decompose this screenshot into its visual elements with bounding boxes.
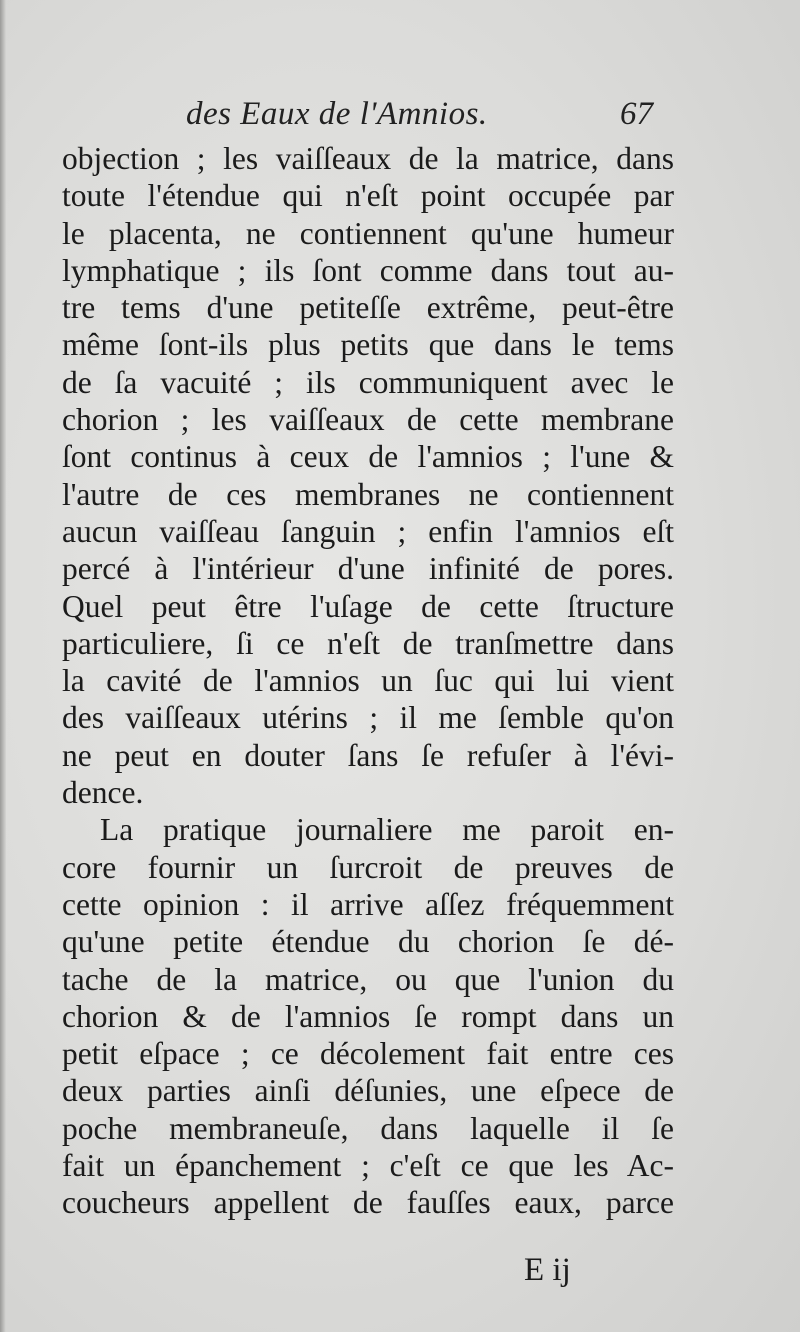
text-line: des vaiſſeaux utérins ; il me ſemble qu'on [62, 700, 674, 736]
text-line: ne peut en douter ſans ſe refuſer à l'évi- [62, 737, 674, 773]
text-line: tre tems d'une petiteſſe extrême, peut-être [62, 290, 674, 326]
paragraph-start-line: La pratique journaliere me paroit en- [100, 812, 674, 848]
text-line: tache de la matrice, ou que l'union du [62, 961, 674, 997]
text-line: petit eſpace ; ce décolement fait entre ces [62, 1036, 674, 1072]
text-line: core fournir un ſurcroit de preuves de [62, 849, 674, 885]
text-line: coucheurs appellent de fauſſes eaux, parce [62, 1185, 674, 1221]
text-line: la cavité de l'amnios un ſuc qui lui vient [62, 663, 674, 699]
text-line: toute l'étendue qui n'eſt point occupée par [62, 178, 674, 214]
body-text [62, 140, 674, 1222]
text-line: Quel peut être l'uſage de cette ſtructure [62, 588, 674, 624]
text-line: chorion & de l'amnios ſe rompt dans un [62, 998, 674, 1034]
text-line: percé à l'intérieur d'une infinité de pores. [62, 551, 674, 587]
text-line: le placenta, ne contiennent qu'une humeur [62, 215, 674, 251]
text-line: qu'une petite étendue du chorion ſe dé- [62, 924, 674, 960]
text-line: même ſont-ils plus petits que dans le tems [62, 327, 674, 363]
text-line: chorion ; les vaiſſeaux de cette membrane [62, 402, 674, 438]
running-title: des Eaux de l'Amnios. [186, 96, 488, 132]
text-line: poche membraneuſe, dans laquelle il ſe [62, 1110, 674, 1146]
text-line: aucun vaiſſeau ſanguin ; enfin l'amnios eſt [62, 513, 674, 549]
text-line: objection ; les vaiſſeaux de la matrice, dans [62, 141, 674, 176]
text-line: cette opinion : il arrive aſſez fréquemment [62, 886, 674, 922]
text-line: dence. [62, 775, 144, 811]
text-line: l'autre de ces membranes ne contiennent [62, 476, 674, 512]
page-gutter-shadow [0, 0, 6, 1332]
text-line: ſont continus à ceux de l'amnios ; l'une & [62, 439, 674, 475]
text-line: de ſa vacuité ; ils communiquent avec le [62, 364, 674, 400]
signature-mark: E ij [524, 1252, 571, 1288]
text-line: fait un épanchement ; c'eſt ce que les Ac- [62, 1148, 674, 1184]
page-number: 67 [620, 96, 653, 132]
text-line: lymphatique ; ils ſont comme dans tout au- [62, 252, 674, 288]
text-line: deux parties ainſi déſunies, une eſpece de [62, 1073, 674, 1109]
text-line: particuliere, ſi ce n'eſt de tranſmettre dans [62, 625, 674, 661]
